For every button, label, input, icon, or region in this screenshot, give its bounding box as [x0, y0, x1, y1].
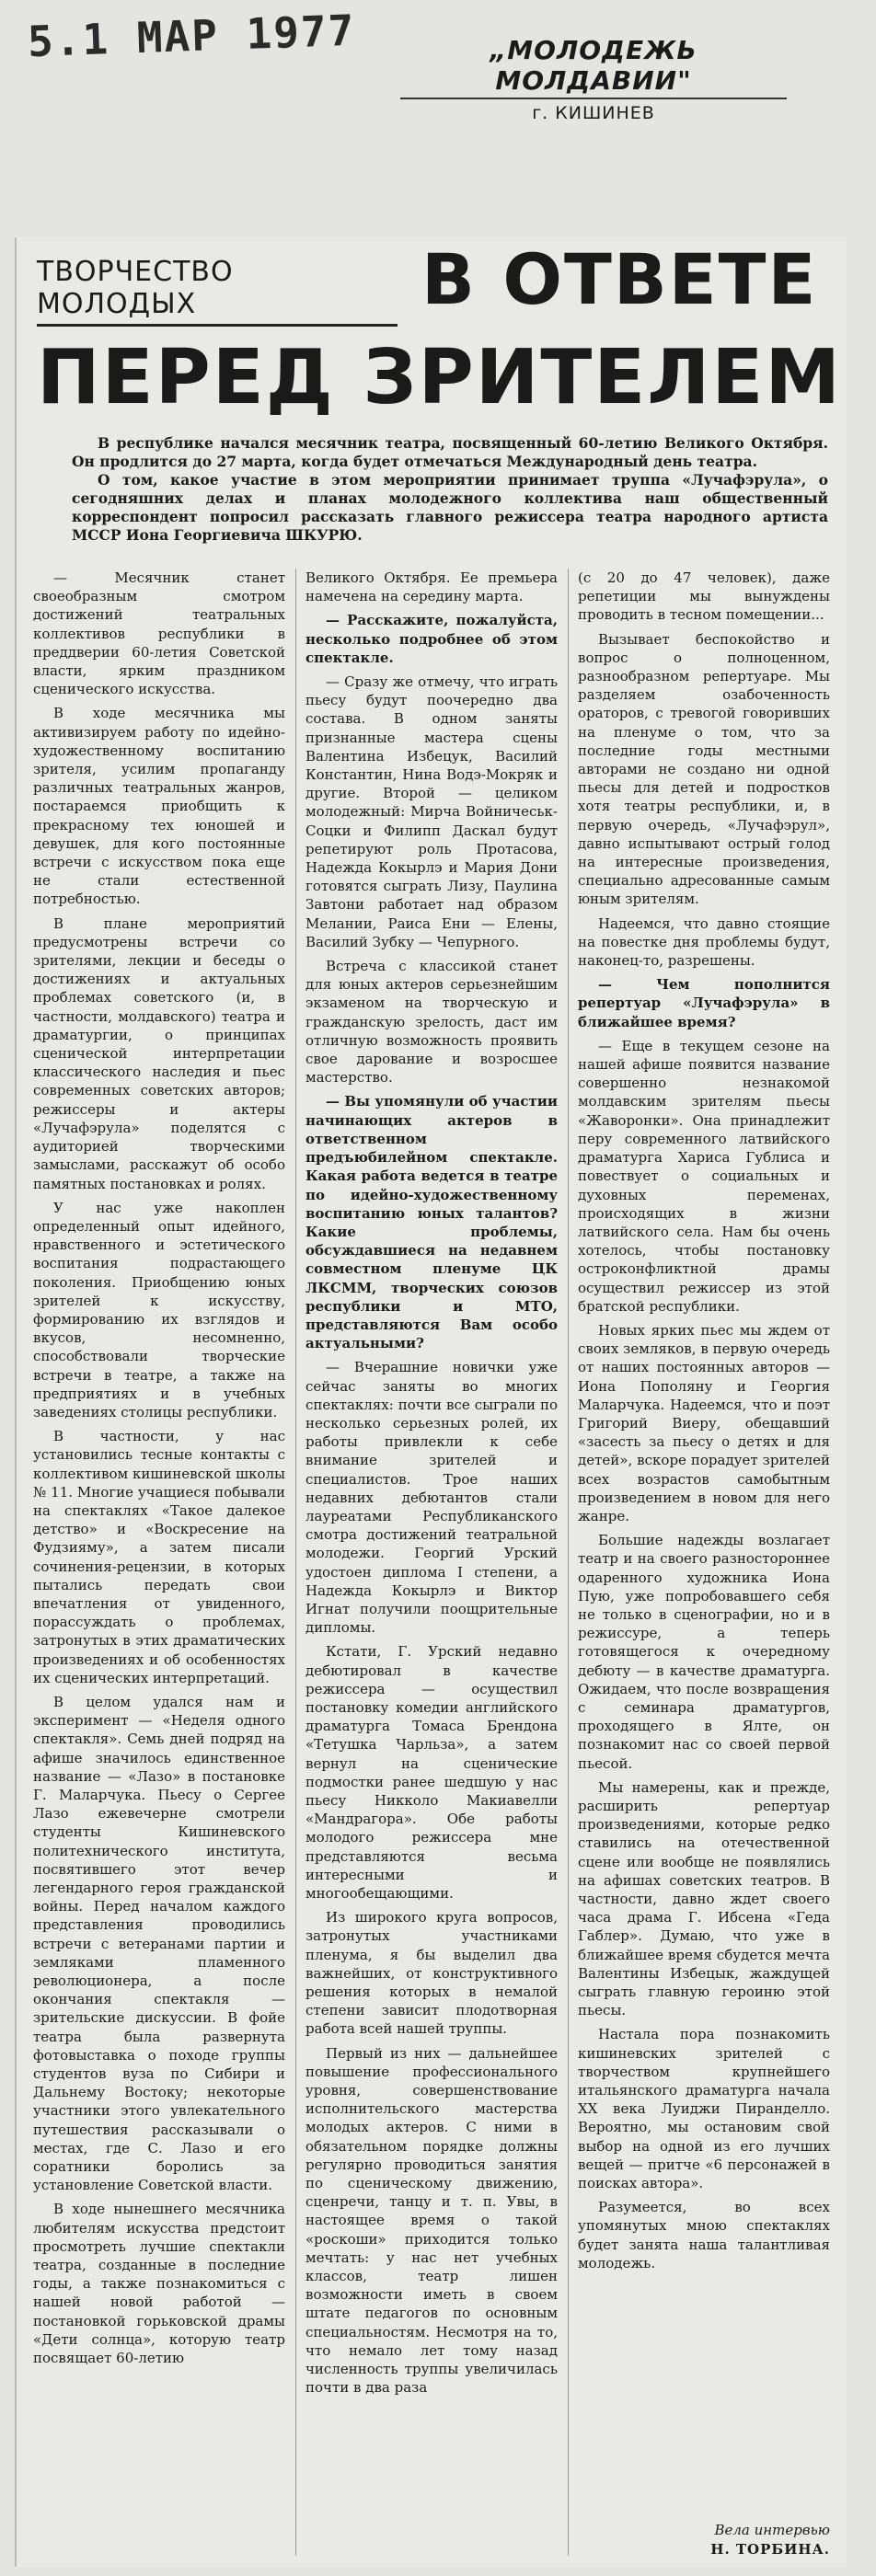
paragraph: Разумеется, во всех упомянутых мною спектаклях будет занята наша талантливая молодежь.: [578, 2199, 830, 2271]
paragraph: У нас уже накоплен определенный опыт идейного, нравственного и эстетического воспитания подрастающего поколения. Приобщению юных зрителей к искусству, формированию их взглядов и вкусов, несомненно, способствовали творческие встречи в театре, а также на предприятиях и в учебных заведениях столицы республики.: [33, 1199, 285, 1420]
article-body: [33, 569, 834, 2556]
interview-question: — Расскажите, пожалуйста, несколько подробнее об этом спектакле.: [305, 612, 558, 666]
paragraph: В целом удался нам и эксперимент — «Неделя одного спектакля». Семь дней подряд на афише значилось единственное название — «Лазо» в постановке Г. Маларчука. Пьесу о Сергее Лазо ежевечерне смотрели студенты Кишиневского политехнического института, посвятившего этот вечер легендарного героя гражданской войны. Перед началом каждого представления проводились встречи с ветеранами партии и земляками пламенного революционера, а после окончания спектакля — зрительские дискуссии. В фойе театра была развернута фотовыставка о походе группы студентов вуза по Сибири и Дальнему Востоку; некоторые участники этого увлекательного путешествия рассказывали о местах, где С. Лазо и его соратники боролись за установление Советской власти.: [33, 1693, 285, 2194]
lead-text-1: В республике начался месячник театра, посвященный 60-летию Великого Октября. Он продлится до 27 марта, когда будет отмечаться Международный день театра.: [72, 434, 828, 470]
paragraph: Новых ярких пьес мы ждем от своих земляков, в первую очередь от наших постоянных авторов — Иона Пополяну и Георгия Маларчука. Надеемся, что и поэт Григорий Виеру, обещавший «засесть за пьесу о детях и для детей», вскоре порадует зрителей всех возрастов самобытным произведением в новом для него жанре.: [578, 1321, 830, 1524]
paragraph: В ходе месячника мы активизируем работу по идейно-художественному воспитанию зрителя, усилим пропаганду различных театральных жанров, постараемся приобщить к прекрасному тех юношей и девушек, для кого постоянные встречи с искусством пока еще не стали естественной потребностью.: [33, 705, 285, 908]
column-2: [305, 569, 558, 2556]
interview-question: — Чем пополнится репертуар «Лучафэрула» в ближайшее время?: [578, 976, 830, 1030]
paragraph: Из широкого круга вопросов, затронутых участниками пленума, я бы выделил два важнейших, от конструктивного решения которых в немалой степени зависит плодотворная работа всей нашей труппы.: [305, 1909, 558, 2038]
paragraph: В частности, у нас установились тесные контакты с коллективом кишиневской школы № 11. Многие учащиеся побывали на спектаклях «Такое далекое детство» и «Воскресение на Фудзияму», а затем писали сочинения-рецензии, в которых пытались передать свои впечатления от увиденного, порассуждать о проблемах, затронутых в этих драматических произведениях и об особенностях их сценических интерпретаций.: [33, 1428, 285, 1686]
paragraph: Встреча с классикой станет для юных актеров серьезнейшим экзаменом на творческую и гражданскую зрелость, даст им отличную возможность проявить свое дарование и возросшее мастерство.: [305, 958, 558, 1087]
paragraph: Мы намерены, как и прежде, расширить репертуар произведениями, которые редко ставились на отечественной сцене или вообще не появлялись на афишах советских театров. В частности, давно ждет своего часа драма Г. Ибсена «Геда Габлер». Думаю, что уже в ближайшее время сбудется мечта Валентины Избецык, жаждущей сыграть главную героиню этой пьесы.: [578, 1778, 830, 2019]
column-divider: [295, 569, 296, 2556]
paragraph: — Месячник станет своеобразным смотром достижений театральных коллективов республики в преддверии 60-летия Советской власти, ярким праздником сценического искусства.: [33, 569, 285, 698]
column-1: [33, 569, 285, 2556]
column-3: [578, 569, 830, 2556]
paragraph: Надеемся, что давно стоящие на повестке дня проблемы будут, наконец-то, разрешены.: [578, 914, 830, 970]
paragraph: Вызывает беспокойство и вопрос о полноценном, разнообразном репертуаре. Мы разделяем озабоченность ораторов, с тревогой говоривших на пленуме о том, что за последние годы местными авторами не создано ни одной пьесы для детей и подростков хотя театры республики, и, в первую очередь, «Лучафэрул», давно испытывают острый голод на интересные произведения, специально адресованные самым юным зрителям.: [578, 630, 830, 908]
source-label: [400, 35, 787, 123]
paragraph: — Сразу же отмечу, что играть пьесу будут поочередно два состава. В одном заняты признанные мастера сцены Валентина Избецук, Василий Константин, Нина Водэ-Мокряк и другие. Второй — целиком молодежный: Мирча Войничеськ-Соцки и Филипп Даскал будут репетируют роль Протасова, Надежда Кокырлэ и Мария Дони готовятся сыграть Лизу, Паулина Завтони работает над образом Мелании, Раиса Ени — Елены, Василий Зубку — Чепурного.: [305, 673, 558, 950]
rubric: ТВОРЧЕСТВО МОЛОДЫХ: [37, 256, 398, 327]
paragraph: (с 20 до 47 человек), даже репетиции мы вынуждены проводить в тесном помещении...: [578, 569, 830, 624]
byline-author: Н. ТОРБИНА.: [710, 2541, 830, 2558]
article-clipping: [15, 237, 847, 2567]
paragraph: — Вчерашние новички уже сейчас заняты во многих спектаклях: почти все сыграли по несколько серьезных ролей, их работы привлекли к себе внимание зрителей и специалистов. Трое наших недавних дебютантов стали лауреатами Республиканского смотра достижений театральной молодежи. Георгий Урский удостоен диплома I степени, а Надежда Кокырлэ и Виктор Игнат получили поощрительные дипломы.: [305, 1359, 558, 1637]
newspaper-city: г. КИШИНЕВ: [532, 103, 655, 123]
lead-text-2: О том, какое участие в этом мероприятии принимает труппа «Лучафэрула», о сегодняшних делах и планах молодежного коллектива наш общественный корреспондент попросил рассказать главного режиссера театра народного артиста МССР Иона Георгиевича ШКУРЮ.: [72, 471, 828, 544]
paragraph: В ходе нынешнего месячника любителям искусства предстоит просмотреть лучшие спектакли театра, созданные в последние годы, а также познакомиться с нашей новой работой — постановкой горьковской драмы «Дети солнца», которую театр посвящает 60-летию: [33, 2201, 285, 2367]
paragraph: Большие надежды возлагает театр и на своего разностороннее одаренного художника Иона Пую, уже попробовавшего себя не только в сценографии, но и в режиссуре, а теперь готовящегося к очередному дебюту — в качестве драматурга. Ожидаем, что после возвращения с семинара драматургов, проходящего в Ялте, он познакомит нас со своей первой пьесой.: [578, 1532, 830, 1772]
interview-question: — Вы упомянули об участии начинающих актеров в ответственном предъюбилейном спектакле. Какая работа ведется в театре по идейно-художественному воспитанию юных талантов? Какие проблемы, обсуждавшиеся на недавнем совместном пленуме ЦК ЛКСММ, творческих союзов республики и МТО, представляются Вам особо актуальными?: [305, 1093, 558, 1352]
lead-paragraph: [72, 434, 828, 545]
paragraph: Кстати, Г. Урский недавно дебютировал в качестве режиссера — осуществил постановку комедии английского драматурга Томаса Брендона «Тетушка Чарльза», а затем вернул на сценические подмостки ранее шедшую у нас пьесу Никколо Макиавелли «Мандрагора». Обе работы молодого режиссера мне представляются весьма интересными и многообещающими.: [305, 1643, 558, 1903]
headline-line-2: ПЕРЕД ЗРИТЕЛЕМ: [37, 334, 842, 421]
headline-line-1: В ОТВЕТЕ: [421, 238, 818, 320]
paragraph: Первый из них — дальнейшее повышение профессионального уровня, совершенствование исполнительского мастерства молодых актеров. С ними в обязательном порядке должны регулярно проводиться занятия по сценическому движению, сценречи, танцу и т. п. Увы, в настоящее время о такой «роскоши» приходится только мечтать: у нас нет учебных классов, театр лишен возможности иметь в своем штате педагогов по основным специальностям. Несмотря на то, что немало лет тому назад численность труппы увеличилась почти в два раза: [305, 2044, 558, 2397]
byline-label: Вела интервью: [714, 2522, 830, 2538]
byline: [710, 2521, 830, 2559]
paragraph: В плане мероприятий предусмотрены встречи со зрителями, лекции и беседы о достижениях и актуальных проблемах советского (и, в частности, молдавского) театра и драматургии, о принципах сценической интерпретации классического наследия и пьес современных советских авторов; режиссеры и актеры «Лучафэрула» поделятся с аудиторией творческими замыслами, расскажут об особо памятных постановках и ролях.: [33, 914, 285, 1192]
paragraph: — Еще в текущем сезоне на нашей афише появится название совершенно незнакомой молдавским зрителям пьесы «Жаворонки». Она принадлежит перу современного латвийского драматурга Хариса Гублиса и повествует о социальных и духовных переменах, происходящих в жизни латвийского села. Нам бы очень хотелось, чтобы постановку остроконфликтной драмы осуществил режиссер из этой братской республики.: [578, 1037, 830, 1315]
column-divider: [568, 569, 569, 2556]
paragraph: Настала пора познакомить кишиневских зрителей с творчеством крупнейшего итальянского драматурга начала XX века Луиджи Пиранделло. Вероятно, мы остановим свой выбор на одной из его лучших вещей — притче «6 персонажей в поисках автора».: [578, 2026, 830, 2192]
date-stamp: 5.1 МАР 1977: [27, 5, 357, 67]
newspaper-name: „МОЛОДЕЖЬ МОЛДАВИИ": [400, 35, 787, 99]
paragraph: Великого Октября. Ее премьера намечена на середину марта.: [305, 569, 558, 605]
